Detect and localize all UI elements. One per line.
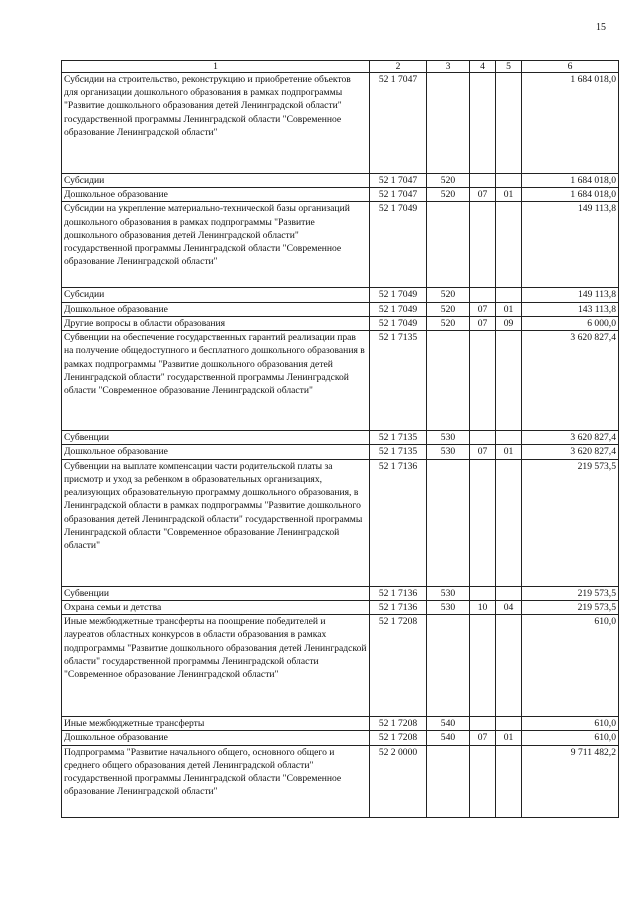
row-code-cell: 52 1 7135 [370, 331, 427, 431]
row-name-cell: Подпрограмма "Развитие начального общего, основного общего и среднего общего образования детей Ленинградской области" государственной программы Ленинградской области "Современное образование Ленинградской области" [62, 745, 370, 817]
row-name-cell: Дошкольное образование [62, 188, 370, 202]
row-name-cell: Субвенции [62, 586, 370, 600]
row-name-cell: Дошкольное образование [62, 731, 370, 745]
row-subsection-cell [496, 586, 522, 600]
row-name-cell: Дошкольное образование [62, 445, 370, 459]
table-row [62, 174, 619, 188]
row-expense-type-cell [427, 745, 470, 817]
column-header: 6 [522, 61, 619, 73]
row-code-cell: 52 1 7049 [370, 316, 427, 330]
row-name-cell: Субсидии [62, 174, 370, 188]
row-amount-cell: 9 711 482,2 [522, 745, 619, 817]
row-subsection-cell [496, 615, 522, 717]
row-expense-type-cell: 540 [427, 731, 470, 745]
row-code-cell: 52 1 7136 [370, 600, 427, 614]
row-section-cell [470, 174, 496, 188]
row-code-cell: 52 1 7208 [370, 717, 427, 731]
row-section-cell [470, 288, 496, 302]
row-name-cell: Субвенции [62, 431, 370, 445]
row-subsection-cell [496, 745, 522, 817]
row-amount-cell: 6 000,0 [522, 316, 619, 330]
row-amount-cell: 3 620 827,4 [522, 445, 619, 459]
table-row [62, 717, 619, 731]
table-row [62, 445, 619, 459]
row-expense-type-cell [427, 73, 470, 174]
row-subsection-cell: 09 [496, 316, 522, 330]
row-amount-cell: 610,0 [522, 731, 619, 745]
table-row [62, 188, 619, 202]
row-subsection-cell: 01 [496, 188, 522, 202]
row-code-cell: 52 1 7208 [370, 615, 427, 717]
row-expense-type-cell [427, 615, 470, 717]
row-expense-type-cell: 530 [427, 445, 470, 459]
row-code-cell: 52 1 7208 [370, 731, 427, 745]
row-subsection-cell [496, 459, 522, 586]
table-row [62, 331, 619, 431]
row-expense-type-cell: 520 [427, 302, 470, 316]
table-row [62, 586, 619, 600]
row-name-cell: Субсидии на укрепление материально-технической базы организаций дошкольного образования в рамках подпрограммы "Развитие дошкольного образования детей Ленинградской области" государственной программы Ленинградской области "Современное образование Ленинградской области" [62, 202, 370, 288]
row-name-cell: Охрана семьи и детства [62, 600, 370, 614]
row-section-cell: 07 [470, 188, 496, 202]
row-amount-cell: 3 620 827,4 [522, 331, 619, 431]
column-header: 5 [496, 61, 522, 73]
row-amount-cell: 3 620 827,4 [522, 431, 619, 445]
row-name-cell: Субсидии на строительство, реконструкцию и приобретение объектов для организации дошкольного образования в рамках подпрограммы "Развитие дошкольного образования детей Ленинградской области" государственной программы Ленинградской области "Современное образование Ленинградской области" [62, 73, 370, 174]
row-name-cell: Иные межбюджетные трансферты [62, 717, 370, 731]
row-code-cell: 52 1 7135 [370, 445, 427, 459]
row-section-cell: 10 [470, 600, 496, 614]
row-name-cell: Субвенции на обеспечение государственных гарантий реализации прав на получение общедоступного и бесплатного дошкольного образования в рамках подпрограммы "Развитие дошкольного образования детей Ленинградской области" государственной программы Ленинградской области "Современное образование Ленинградской области" [62, 331, 370, 431]
row-amount-cell: 219 573,5 [522, 586, 619, 600]
row-subsection-cell [496, 73, 522, 174]
row-section-cell [470, 202, 496, 288]
row-code-cell: 52 1 7047 [370, 188, 427, 202]
column-header: 1 [62, 61, 370, 73]
row-amount-cell: 149 113,8 [522, 288, 619, 302]
row-amount-cell: 610,0 [522, 717, 619, 731]
row-code-cell: 52 1 7049 [370, 202, 427, 288]
row-expense-type-cell: 530 [427, 431, 470, 445]
table-row [62, 745, 619, 817]
column-header: 4 [470, 61, 496, 73]
table-row [62, 459, 619, 586]
table-row [62, 431, 619, 445]
row-code-cell: 52 2 0000 [370, 745, 427, 817]
row-subsection-cell: 01 [496, 302, 522, 316]
row-subsection-cell [496, 717, 522, 731]
table-row [62, 615, 619, 717]
row-code-cell: 52 1 7136 [370, 459, 427, 586]
row-expense-type-cell [427, 459, 470, 586]
row-subsection-cell [496, 431, 522, 445]
table-row [62, 202, 619, 288]
row-subsection-cell: 01 [496, 445, 522, 459]
page-number: 15 [596, 22, 606, 33]
row-section-cell [470, 745, 496, 817]
row-section-cell: 07 [470, 302, 496, 316]
row-expense-type-cell: 530 [427, 600, 470, 614]
row-expense-type-cell: 520 [427, 188, 470, 202]
row-section-cell [470, 73, 496, 174]
row-section-cell [470, 586, 496, 600]
row-section-cell [470, 615, 496, 717]
row-code-cell: 52 1 7047 [370, 174, 427, 188]
row-code-cell: 52 1 7049 [370, 302, 427, 316]
row-expense-type-cell: 540 [427, 717, 470, 731]
table-row [62, 73, 619, 174]
row-expense-type-cell [427, 331, 470, 431]
row-amount-cell: 219 573,5 [522, 459, 619, 586]
row-subsection-cell [496, 174, 522, 188]
table-row [62, 288, 619, 302]
row-expense-type-cell: 520 [427, 288, 470, 302]
row-expense-type-cell: 520 [427, 174, 470, 188]
row-expense-type-cell [427, 202, 470, 288]
column-header: 3 [427, 61, 470, 73]
row-amount-cell: 149 113,8 [522, 202, 619, 288]
row-expense-type-cell: 530 [427, 586, 470, 600]
row-code-cell: 52 1 7136 [370, 586, 427, 600]
row-expense-type-cell: 520 [427, 316, 470, 330]
row-section-cell: 07 [470, 316, 496, 330]
row-section-cell: 07 [470, 445, 496, 459]
row-name-cell: Субвенции на выплате компенсации части родительской платы за присмотр и уход за ребенком в образовательных организациях, реализующих образовательную программу дошкольного образования, в Ленинградской области в рамках подпрограммы "Развитие дошкольного образования детей Ленинградской области" государственной программы Ленинградской области "Современное образование Ленинградской области" [62, 459, 370, 586]
row-section-cell [470, 431, 496, 445]
row-code-cell: 52 1 7049 [370, 288, 427, 302]
row-name-cell: Субсидии [62, 288, 370, 302]
row-subsection-cell: 04 [496, 600, 522, 614]
row-code-cell: 52 1 7135 [370, 431, 427, 445]
row-name-cell: Дошкольное образование [62, 302, 370, 316]
row-amount-cell: 610,0 [522, 615, 619, 717]
row-amount-cell: 1 684 018,0 [522, 73, 619, 174]
table-row [62, 316, 619, 330]
table-row [62, 600, 619, 614]
table-row [62, 731, 619, 745]
column-header: 2 [370, 61, 427, 73]
table-row [62, 302, 619, 316]
row-code-cell: 52 1 7047 [370, 73, 427, 174]
row-name-cell: Другие вопросы в области образования [62, 316, 370, 330]
row-subsection-cell [496, 331, 522, 431]
row-name-cell: Иные межбюджетные трансферты на поощрение победителей и лауреатов областных конкурсов в области образования в рамках подпрограммы "Развитие дошкольного образования детей Ленинградской области" государственной программы Ленинградской области "Современное образование Ленинградской области" [62, 615, 370, 717]
row-section-cell [470, 331, 496, 431]
header-row [62, 61, 619, 73]
row-amount-cell: 1 684 018,0 [522, 188, 619, 202]
row-amount-cell: 1 684 018,0 [522, 174, 619, 188]
row-section-cell: 07 [470, 731, 496, 745]
row-section-cell [470, 717, 496, 731]
row-amount-cell: 143 113,8 [522, 302, 619, 316]
row-section-cell [470, 459, 496, 586]
row-subsection-cell [496, 202, 522, 288]
row-amount-cell: 219 573,5 [522, 600, 619, 614]
row-subsection-cell: 01 [496, 731, 522, 745]
budget-table [61, 60, 619, 818]
row-subsection-cell [496, 288, 522, 302]
